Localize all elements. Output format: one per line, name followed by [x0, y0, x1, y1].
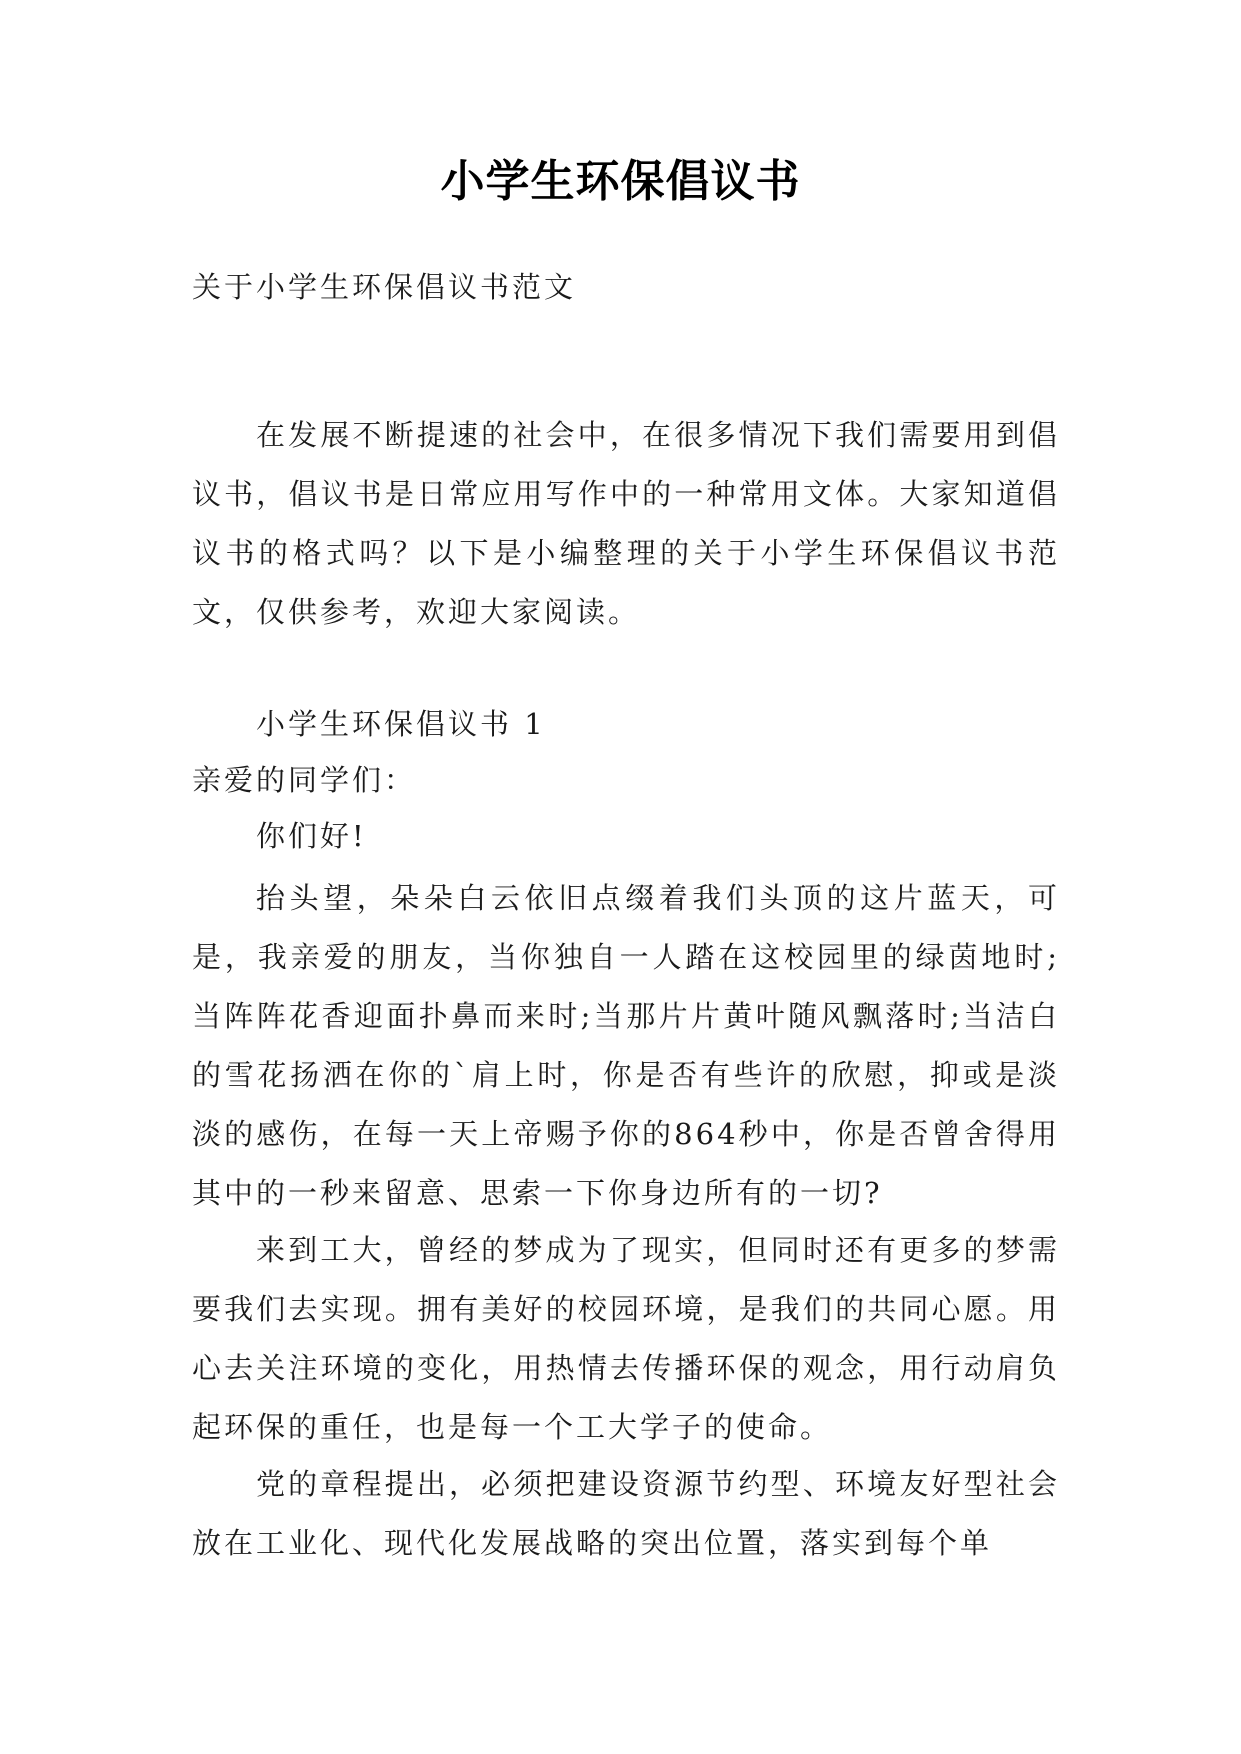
salutation: 亲爱的同学们： [192, 763, 417, 797]
document-title: 小学生环保倡议书 [440, 156, 801, 207]
greeting: 你们好! [256, 819, 367, 853]
section-heading: 小学生环保倡议书 1 [256, 707, 546, 741]
body-paragraph-2: 来到工大，曾经的梦成为了现实，但同时还有更多的梦需要我们去实现。拥有美好的校园环境，是我们的共同心愿。用心去关注环境的变化，用热情去传播环保的观念，用行动肩负起环保的重任，也是每一个工大学子的使命。 [192, 1233, 1060, 1444]
body-paragraph-1: 抬头望，朵朵白云依旧点缀着我们头顶的这片蓝天，可是，我亲爱的朋友，当你独自一人踏在这校园里的绿茵地时;当阵阵花香迎面扑鼻而来时;当那片片黄叶随风飘落时;当洁白的雪花扬洒在你的`肩上时，你是否有些许的欣慰，抑或是淡淡的感伤，在每一天上帝赐予你的864秒中，你是否曾舍得用其中的一秒来留意、思索一下你身边所有的一切? [192, 881, 1060, 1210]
intro-paragraph: 在发展不断提速的社会中，在很多情况下我们需要用到倡议书，倡议书是日常应用写作中的一种常用文体。大家知道倡议书的格式吗？以下是小编整理的关于小学生环保倡议书范文，仅供参考，欢迎大家阅读。 [192, 418, 1060, 629]
document-subtitle: 关于小学生环保倡议书范文 [192, 270, 577, 304]
body-paragraph-3: 党的章程提出，必须把建设资源节约型、环境友好型社会放在工业化、现代化发展战略的突出位置，落实到每个单 [192, 1467, 1060, 1560]
